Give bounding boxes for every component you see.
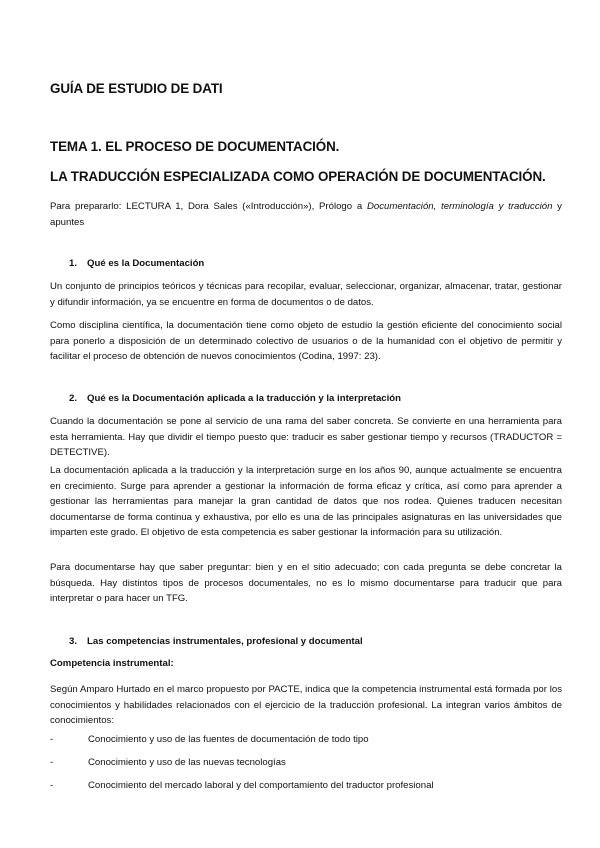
topic-subtitle: LA TRADUCCIÓN ESPECIALIZADA COMO OPERACIÓN DE DOCUMENTACIÓN. xyxy=(50,169,546,184)
preparation-lead: Para prepararlo: LECTURA 1, Dora Sales («Introducción»), Prólogo a xyxy=(50,201,367,212)
section-2-title: Qué es la Documentación aplicada a la traducción y la interpretación xyxy=(87,393,402,404)
list-marker: - xyxy=(50,757,54,768)
section-1-paragraph: Como disciplina científica, la documentación tiene como objeto de estudio la gestión eficiente del conocimiento social para ponerlo a disposición de un determinado colectivo de usuarios o de la humanidad con el objetivo de permitir y facilitar el proceso de obtención de nuevos conocimientos (Codina, 1997: 23). xyxy=(50,320,562,363)
section-1-paragraph: Un conjunto de principios teóricos y técnicas para recopilar, evaluar, seleccionar, organizar, almacenar, tratar, gestionar y difundir información, ya se encuentre en forma de documentos o de datos. xyxy=(50,281,562,308)
guide-title: GUÍA DE ESTUDIO DE DATI xyxy=(50,81,223,96)
section-3-paragraph: Según Amparo Hurtado en el marco propuesto por PACTE, indica que la competencia instrumental está formada por los conocimientos y habilidades relacionados con el ejercicio de la traducción profesional. La integran varios ámbitos de conocimientos: xyxy=(50,684,562,727)
section-1-title: Qué es la Documentación xyxy=(87,258,205,269)
competence-subheading: Competencia instrumental: xyxy=(50,658,174,669)
section-2-paragraph: Cuando la documentación se pone al servicio de una rama del saber concreta. Se convierte en una herramienta para esta herramienta. Hay que dividir el tiempo puesto que: traducir es saber gestionar tiempo y recursos (TRADUCTOR = DETECTIVE). xyxy=(50,416,562,459)
section-2-number: 2. xyxy=(69,393,78,404)
section-3-heading xyxy=(69,636,363,647)
section-2-paragraph: La documentación aplicada a la traducción y la interpretación surge en los años 90, aunque actualmente se encuentra en crecimiento. Surge para aprender a gestionar la información de forma eficaz y crítica, así como para aprender a gestionar las herramientas para manejar la gran cantidad de datos que nos rodea. Quienes traducen necesitan documentarse de forma continua y exhaustiva, por ello es una de las principales asignaturas en las universidades que imparten este grado. El objetivo de esta competencia es saber gestionar la información para su utilización. xyxy=(50,465,562,539)
section-2-paragraph: Para documentarse hay que saber preguntar: bien y en el sitio adecuado; con cada pregunta se debe concretar la búsqueda. Hay distintos tipos de procesos documentales, no es lo mismo documentarse para traducir que para interpretar o para hacer un TFG. xyxy=(50,562,562,605)
list-marker: - xyxy=(50,734,54,745)
topic-title: TEMA 1. EL PROCESO DE DOCUMENTACIÓN. xyxy=(50,139,340,154)
list-item xyxy=(50,757,562,771)
list-item-text: Conocimiento y uso de las fuentes de documentación de todo tipo xyxy=(88,734,369,745)
section-3-number: 3. xyxy=(69,636,78,647)
section-2-heading xyxy=(69,393,401,404)
list-item xyxy=(50,734,562,748)
list-item xyxy=(50,780,562,794)
list-marker: - xyxy=(50,780,54,791)
section-3-title: Las competencias instrumentales, profesional y documental xyxy=(87,636,363,647)
section-1-heading xyxy=(69,258,204,269)
preparation-note xyxy=(50,199,562,230)
preparation-tail: y apuntes xyxy=(50,201,562,228)
list-item-text: Conocimiento y uso de las nuevas tecnologías xyxy=(88,757,286,768)
preparation-book-title: Documentación, terminología y traducción xyxy=(366,201,553,212)
list-item-text: Conocimiento del mercado laboral y del comportamiento del traductor profesional xyxy=(88,780,434,791)
section-1-number: 1. xyxy=(69,258,78,269)
